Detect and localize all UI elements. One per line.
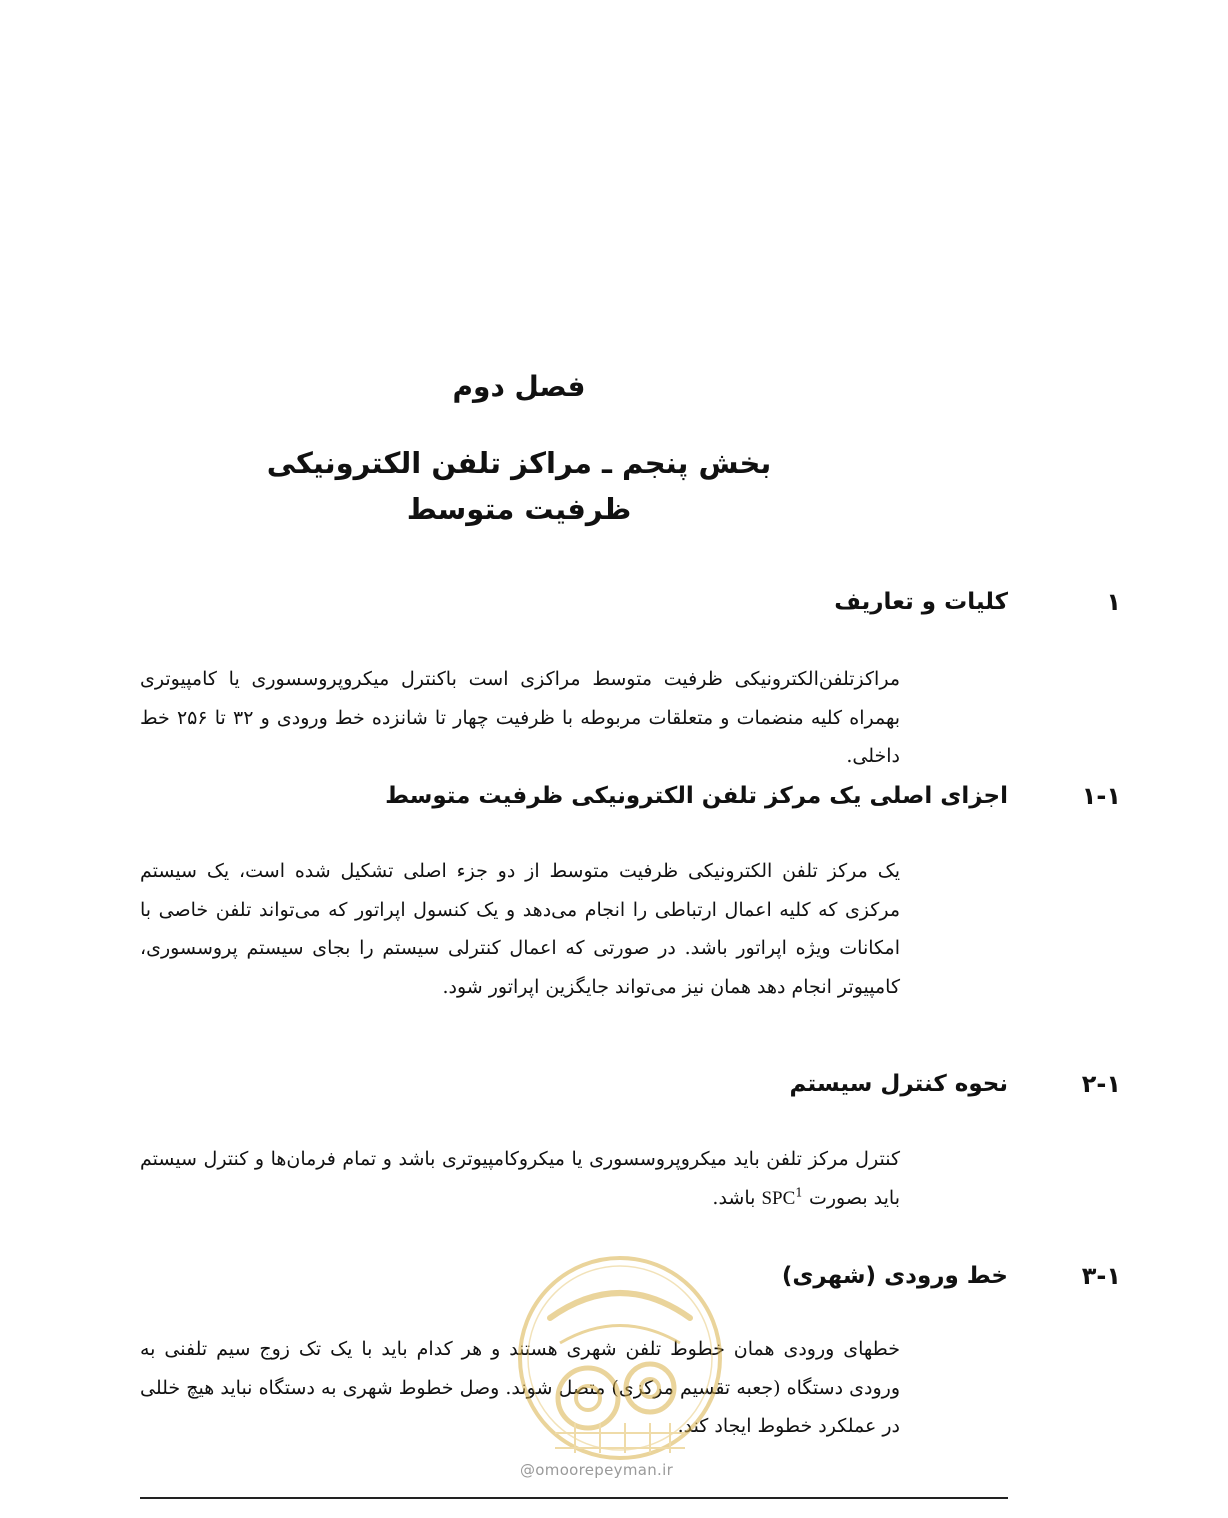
footnote-divider [140, 1497, 1008, 1499]
section-title: اجزای اصلی یک مرکز تلفن الکترونیکی ظرفیت متوسط [385, 783, 1008, 809]
footnote-mark: 1 [795, 1185, 803, 1200]
section-title: نحوه کنترل سیستم [789, 1071, 1008, 1097]
watermark-url: @omoorepeyman.ir [520, 1461, 674, 1479]
section-number: ۲-۱ [1081, 1070, 1121, 1098]
part-title: بخش پنجم ـ مراکز تلفن الکترونیکی ظرفیت متوسط [266, 446, 772, 526]
section-title: خط ورودی (شهری) [781, 1263, 1008, 1289]
section-heading [140, 776, 1121, 816]
section-paragraph: یک مرکز تلفن الکترونیکی ظرفیت متوسط از دو جزء اصلی تشکیل شده است، یک سیستم مرکزی که کلیه اعمال ارتباطی را انجام می‌دهد و یک کنسول اپراتور که می‌تواند تلفن خاصی با امکانات ویژه اپراتور باشد. در صورتی که اعمال کنترلی سیستم را بجای سیستم پروسسوری، کامپیوتر انجام دهد همان نیز می‌تواند جایگزین اپراتور شود. [140, 860, 900, 998]
spc-term: SPC [761, 1187, 796, 1209]
section-number: ۱ [1106, 588, 1121, 616]
chapter-title: فصل دوم [452, 370, 586, 403]
section-heading [140, 582, 1121, 622]
section-heading [140, 1064, 1121, 1104]
paragraph-text: باشد. [712, 1186, 762, 1209]
section-paragraph [140, 1140, 900, 1218]
section-number: ۳-۱ [1081, 1262, 1121, 1290]
section-paragraph: خطهای ورودی همان خطوط تلفن شهری هستند و هر کدام باید با یک تک زوج سیم تلفنی به ورودی دستگاه (جعبه تقسیم مرکزی) متصل شوند. وصل خطوط شهری به دستگاه نباید هیچ خللی در عملکرد خطوط ایجاد کند. [140, 1338, 900, 1437]
section-paragraph: مراکزتلفن‌الکترونیکی ظرفیت متوسط مراکزی است باکنترل میکروپروسسوری یا کامپیوتری بهمراه کلیه منضمات و متعلقات مربوطه با ظرفیت چهار تا شانزده خط ورودی و ۳۲ تا ۲۵۶ خط داخلی. [140, 668, 901, 767]
section-title: کلیات و تعاریف [834, 589, 1008, 615]
paragraph-text: کنترل مرکز تلفن باید میکروپروسسوری یا میکروکامپیوتری باشد و تمام فرمان‌ها و کنترل سیستم باید بصورت [140, 1148, 900, 1209]
section-number: ۱-۱ [1081, 782, 1121, 810]
section-heading [140, 1256, 1121, 1296]
